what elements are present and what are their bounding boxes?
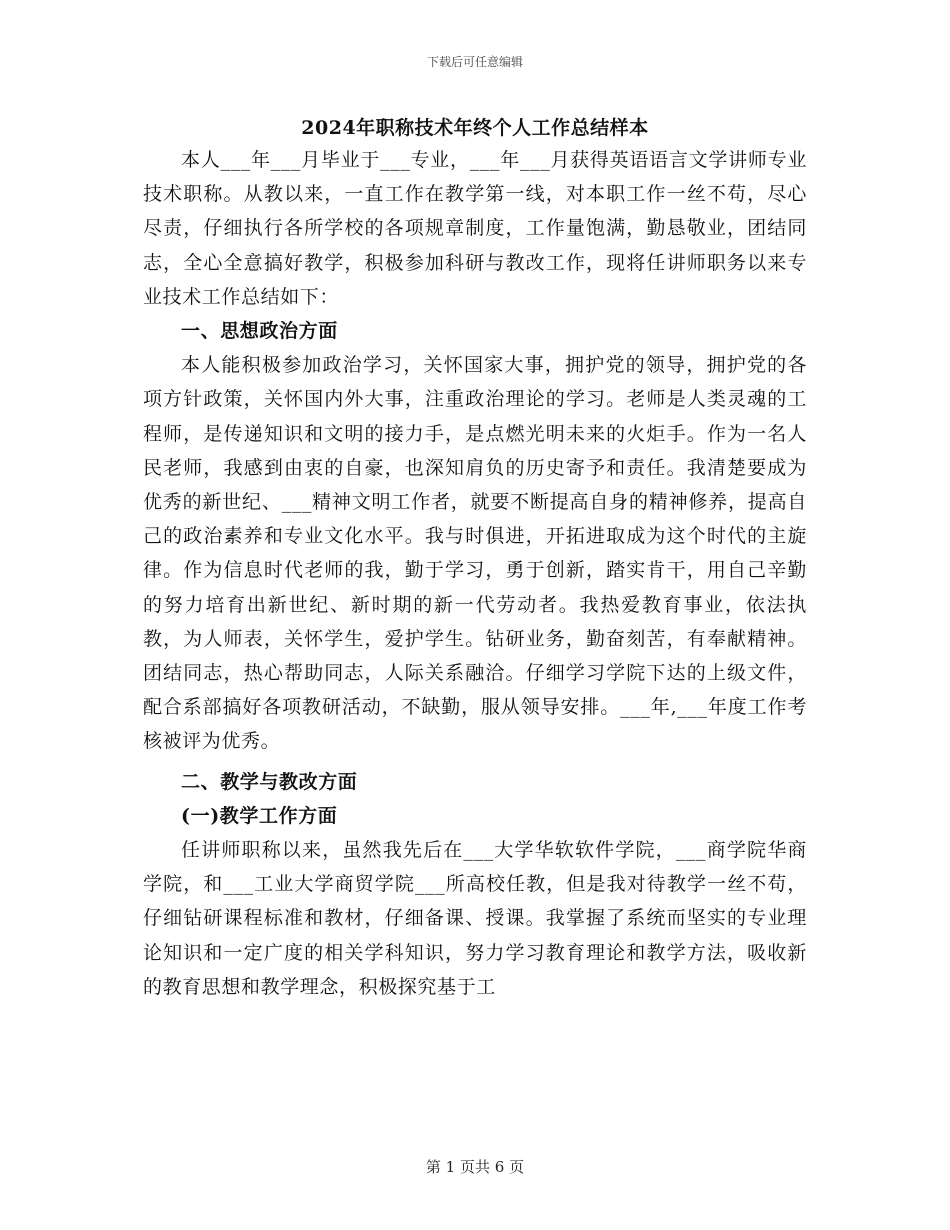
intro-paragraph: 本人___年___月毕业于___专业，___年___月获得英语语言文学讲师专业技术职称。从教以来，一直工作在教学第一线，对本职工作一丝不苟，尽心尽责，仔细执行各所学校的各项规章制度，工作量饱满，勤恳敬业，团结同志，全心全意搞好教学，积极参加科研与教改工作，现将任讲师职务以来专业技术工作总结如下： xyxy=(143,149,807,308)
section-heading-teaching: 二、教学与教改方面 xyxy=(181,770,358,793)
subsection-body-teaching-work: 任讲师职称以来，虽然我先后在___大学华软软件学院，___商学院华商学院，和___工业大学商贸学院___所高校任教，但是我对待教学一丝不苟，仔细钻研课程标准和教材，仔细备课、授课。我掌握了系统而坚实的专业理论知识和一定广度的相关学科知识，努力学习教育理论和教学方法，吸收新的教育思想和教学理念，积极探究基于工 xyxy=(143,839,807,998)
page-header-note: 下载后可任意编辑 xyxy=(426,55,523,69)
page-number: 第 1 页共 6 页 xyxy=(425,1158,525,1176)
section-heading-politics: 一、思想政治方面 xyxy=(181,320,338,343)
document-title: 2024年职称技术年终个人工作总结样本 xyxy=(301,117,649,139)
section-body-politics: 本人能积极参加政治学习，关怀国家大事，拥护党的领导，拥护党的各项方针政策，关怀国内外大事，注重政治理论的学习。老师是人类灵魂的工程师，是传递知识和文明的接力手，是点燃光明未来的火炬手。作为一名人民老师，我感到由衷的自豪，也深知肩负的历史寄予和责任。我清楚要成为优秀的新世纪、___精神文明工作者，就要不断提高自身的精神修养，提高自己的政治素养和专业文化水平。我与时俱进，开拓进取成为这个时代的主旋律。作为信息时代老师的我，勤于学习，勇于创新，踏实肯干，用自己辛勤的努力培育出新世纪、新时期的新一代劳动者。我热爱教育事业，依法执教，为人师表，关怀学生，爱护学生。钻研业务，勤奋刻苦，有奉献精神。团结同志，热心帮助同志，人际关系融洽。仔细学习学院下达的上级文件，配合系部搞好各项教研活动，不缺勤，服从领导安排。___年,___年度工作考核被评为优秀。 xyxy=(143,354,807,753)
subsection-heading-teaching-work: (一)教学工作方面 xyxy=(181,804,338,827)
document-body xyxy=(143,113,807,1004)
